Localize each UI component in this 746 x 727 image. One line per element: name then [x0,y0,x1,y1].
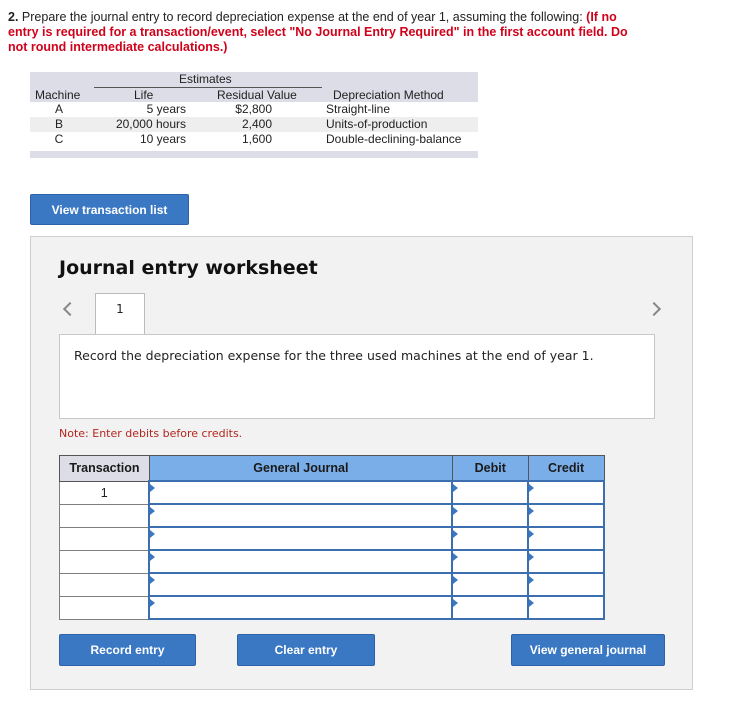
worksheet-title: Journal entry worksheet [59,257,318,279]
debit-input[interactable] [452,573,528,596]
question-instruction: (If no entry is required for a transaction/event, select "No Journal Entry Required" in the first account field. Do not round intermediate calculations.) [8,10,628,54]
row-c-method: Double-declining-balance [326,132,462,146]
clear-entry-button[interactable]: Clear entry [237,634,375,666]
header-machine: Machine [35,88,81,102]
credit-input[interactable] [528,527,604,550]
question-text [8,10,648,55]
account-select[interactable] [149,596,452,619]
table-row [60,481,605,504]
account-select[interactable] [149,527,452,550]
estimates-group-header: Estimates [179,72,232,86]
debit-input[interactable] [452,504,528,527]
credit-input[interactable] [528,596,604,619]
transaction-cell [60,596,150,619]
account-select[interactable] [149,504,452,527]
table-row [60,504,605,527]
record-entry-button[interactable]: Record entry [59,634,196,666]
row-c-residual: 1,600 [241,132,272,146]
debit-input[interactable] [452,527,528,550]
row-c-machine: C [54,132,64,146]
row-c-life: 10 years [139,132,186,146]
estimates-table [30,72,478,158]
col-general-journal: General Journal [149,456,452,482]
view-general-journal-button[interactable]: View general journal [511,634,665,666]
row-a-machine: A [54,102,63,116]
col-credit: Credit [528,456,604,482]
account-select[interactable] [149,481,452,504]
journal-entry-worksheet [30,236,693,690]
debit-input[interactable] [452,596,528,619]
view-transaction-list-button[interactable]: View transaction list [30,194,189,225]
credit-input[interactable] [528,504,604,527]
debit-input[interactable] [452,481,528,504]
question-number: 2. [8,10,19,24]
tab-transaction-1[interactable]: 1 [95,293,145,335]
row-b-residual: 2,400 [241,117,272,131]
table-row [60,573,605,596]
debit-input[interactable] [452,550,528,573]
row-a-method: Straight-line [326,102,391,116]
row-a-life: 5 years [146,102,186,116]
credit-input[interactable] [528,573,604,596]
credit-input[interactable] [528,481,604,504]
transaction-cell [60,550,150,573]
table-row [60,596,605,619]
transaction-cell: 1 [60,481,150,504]
row-a-residual: $2,800 [235,102,272,116]
row-b-method: Units-of-production [326,117,428,131]
entry-note: Note: Enter debits before credits. [59,427,243,440]
account-select[interactable] [149,550,452,573]
question-prompt: Prepare the journal entry to record depreciation expense at the end of year 1, assuming the following: [21,10,583,24]
header-depreciation-method: Depreciation Method [333,88,444,102]
journal-entry-table [59,455,605,620]
chevron-left-icon[interactable] [63,302,77,316]
transaction-description: Record the depreciation expense for the three used machines at the end of year 1. [59,334,655,419]
table-row [60,527,605,550]
row-b-machine: B [54,117,63,131]
transaction-cell [60,504,150,527]
transaction-cell [60,573,150,596]
header-residual-value: Residual Value [217,88,297,102]
col-transaction: Transaction [60,456,150,482]
row-b-life: 20,000 hours [115,117,186,131]
chevron-right-icon[interactable] [647,302,661,316]
col-debit: Debit [452,456,528,482]
account-select[interactable] [149,573,452,596]
credit-input[interactable] [528,550,604,573]
header-life: Life [134,88,154,102]
table-row [60,550,605,573]
transaction-cell [60,527,150,550]
